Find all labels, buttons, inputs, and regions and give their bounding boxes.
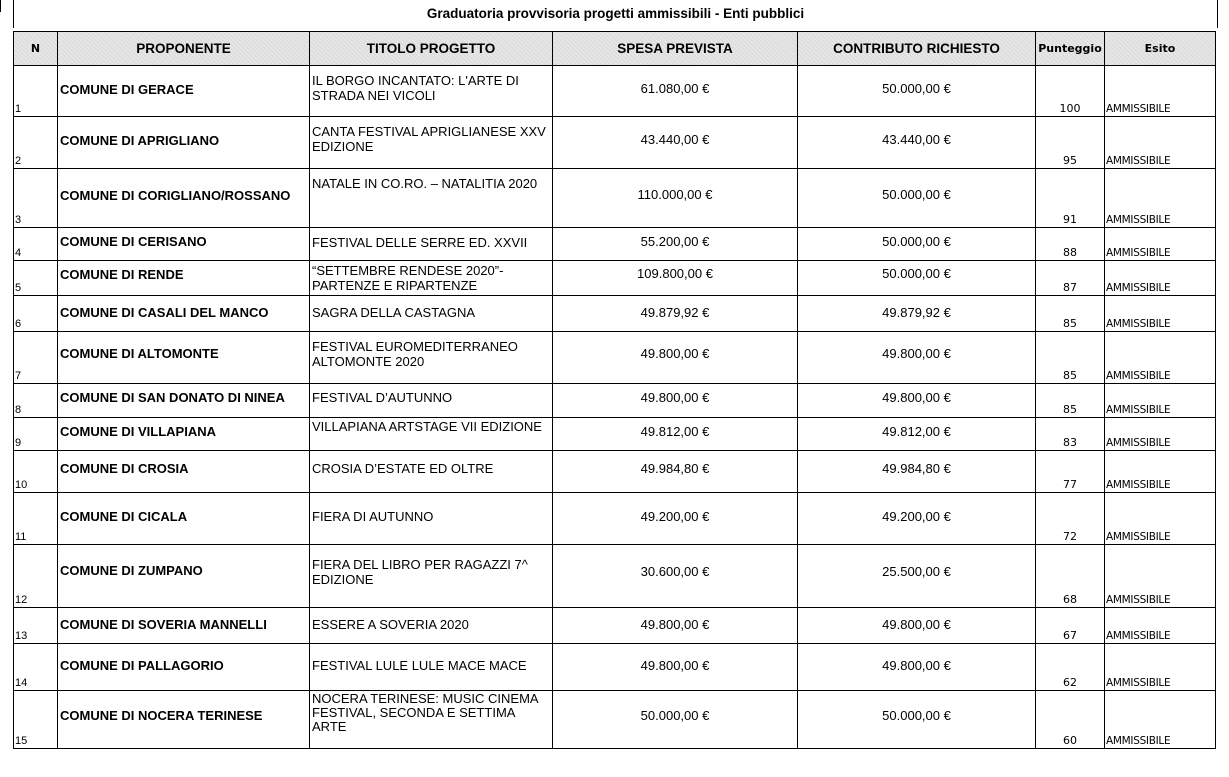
cell-titolo: FESTIVAL DELLE SERRE ED. XXVII (310, 228, 553, 261)
cell-n: 10 (14, 451, 58, 493)
table-row (14, 384, 1216, 418)
cell-contributo: 43.440,00 € (798, 117, 1036, 169)
cell-proponente: COMUNE DI ALTOMONTE (58, 332, 310, 384)
cell-titolo: “SETTEMBRE RENDESE 2020”- PARTENZE E RIPARTENZE (310, 261, 553, 296)
cell-contributo: 49.984,80 € (798, 451, 1036, 493)
cell-titolo: NOCERA TERINESE: MUSIC CINEMA FESTIVAL, SECONDA E SETTIMA ARTE (310, 691, 553, 749)
cell-proponente: COMUNE DI GERACE (58, 66, 310, 117)
cell-titolo: NATALE IN CO.RO. – NATALITIA 2020 (310, 169, 553, 228)
table-row (14, 228, 1216, 261)
header-titolo: TITOLO PROGETTO (310, 32, 553, 66)
cell-contributo: 50.000,00 € (798, 66, 1036, 117)
cell-esito: AMMISSIBILE (1105, 169, 1216, 228)
cell-punteggio: 62 (1036, 644, 1105, 691)
cell-punteggio: 68 (1036, 545, 1105, 608)
cell-punteggio: 85 (1036, 296, 1105, 332)
cell-n: 14 (14, 644, 58, 691)
cell-titolo: ESSERE A SOVERIA 2020 (310, 608, 553, 644)
cell-spesa: 43.440,00 € (553, 117, 798, 169)
cell-proponente: COMUNE DI CROSIA (58, 451, 310, 493)
cell-contributo: 25.500,00 € (798, 545, 1036, 608)
cell-contributo: 49.200,00 € (798, 493, 1036, 545)
cell-spesa: 109.800,00 € (553, 261, 798, 296)
cell-proponente: COMUNE DI SOVERIA MANNELLI (58, 608, 310, 644)
cell-punteggio: 95 (1036, 117, 1105, 169)
cell-punteggio: 60 (1036, 691, 1105, 749)
cell-contributo: 50.000,00 € (798, 169, 1036, 228)
cell-spesa: 49.800,00 € (553, 608, 798, 644)
cell-n: 11 (14, 493, 58, 545)
cell-esito: AMMISSIBILE (1105, 644, 1216, 691)
table-row (14, 66, 1216, 117)
cell-esito: AMMISSIBILE (1105, 117, 1216, 169)
cell-spesa: 49.200,00 € (553, 493, 798, 545)
table-row (14, 493, 1216, 545)
table-row (14, 261, 1216, 296)
cell-n: 1 (14, 66, 58, 117)
page-corner-line (0, 0, 1, 12)
cell-proponente: COMUNE DI SAN DONATO DI NINEA (58, 384, 310, 418)
cell-n: 13 (14, 608, 58, 644)
cell-punteggio: 91 (1036, 169, 1105, 228)
cell-proponente: COMUNE DI CASALI DEL MANCO (58, 296, 310, 332)
cell-titolo: FESTIVAL LULE LULE MACE MACE (310, 644, 553, 691)
cell-proponente: COMUNE DI CERISANO (58, 228, 310, 261)
cell-n: 6 (14, 296, 58, 332)
cell-esito: AMMISSIBILE (1105, 384, 1216, 418)
cell-n: 9 (14, 418, 58, 451)
cell-n: 8 (14, 384, 58, 418)
header-esito: Esito (1105, 32, 1216, 66)
cell-n: 5 (14, 261, 58, 296)
cell-esito: AMMISSIBILE (1105, 66, 1216, 117)
cell-esito: AMMISSIBILE (1105, 451, 1216, 493)
cell-esito: AMMISSIBILE (1105, 296, 1216, 332)
header-row (14, 32, 1216, 66)
cell-esito: AMMISSIBILE (1105, 228, 1216, 261)
ranking-table (13, 31, 1216, 749)
cell-titolo: FESTIVAL EUROMEDITERRANEO ALTOMONTE 2020 (310, 332, 553, 384)
cell-punteggio: 77 (1036, 451, 1105, 493)
cell-punteggio: 72 (1036, 493, 1105, 545)
table-row (14, 608, 1216, 644)
cell-titolo: FIERA DI AUTUNNO (310, 493, 553, 545)
document-title: Graduatoria provvisoria progetti ammissibili - Enti pubblici (13, 0, 1218, 28)
cell-esito: AMMISSIBILE (1105, 261, 1216, 296)
cell-punteggio: 83 (1036, 418, 1105, 451)
table-row (14, 296, 1216, 332)
header-proponente: PROPONENTE (58, 32, 310, 66)
cell-proponente: COMUNE DI VILLAPIANA (58, 418, 310, 451)
cell-spesa: 61.080,00 € (553, 66, 798, 117)
cell-proponente: COMUNE DI APRIGLIANO (58, 117, 310, 169)
cell-esito: AMMISSIBILE (1105, 545, 1216, 608)
cell-proponente: COMUNE DI CORIGLIANO/ROSSANO (58, 169, 310, 228)
cell-proponente: COMUNE DI ZUMPANO (58, 545, 310, 608)
cell-punteggio: 67 (1036, 608, 1105, 644)
table-row (14, 169, 1216, 228)
ranking-table-container (13, 31, 1216, 749)
cell-contributo: 50.000,00 € (798, 691, 1036, 749)
cell-contributo: 49.879,92 € (798, 296, 1036, 332)
cell-contributo: 50.000,00 € (798, 261, 1036, 296)
cell-esito: AMMISSIBILE (1105, 332, 1216, 384)
cell-spesa: 30.600,00 € (553, 545, 798, 608)
table-row (14, 644, 1216, 691)
cell-spesa: 55.200,00 € (553, 228, 798, 261)
cell-titolo: CROSIA D’ESTATE ED OLTRE (310, 451, 553, 493)
cell-titolo: FIERA DEL LIBRO PER RAGAZZI 7^ EDIZIONE (310, 545, 553, 608)
table-row (14, 418, 1216, 451)
cell-contributo: 50.000,00 € (798, 228, 1036, 261)
cell-proponente: COMUNE DI CICALA (58, 493, 310, 545)
table-row (14, 332, 1216, 384)
table-row (14, 451, 1216, 493)
cell-spesa: 49.984,80 € (553, 451, 798, 493)
table-row (14, 691, 1216, 749)
cell-titolo: IL BORGO INCANTATO: L'ARTE DI STRADA NEI VICOLI (310, 66, 553, 117)
cell-spesa: 49.812,00 € (553, 418, 798, 451)
header-contributo: CONTRIBUTO RICHIESTO (798, 32, 1036, 66)
header-n: N (14, 32, 58, 66)
cell-titolo: FESTIVAL D’AUTUNNO (310, 384, 553, 418)
cell-spesa: 49.879,92 € (553, 296, 798, 332)
cell-punteggio: 100 (1036, 66, 1105, 117)
cell-contributo: 49.800,00 € (798, 332, 1036, 384)
cell-proponente: COMUNE DI RENDE (58, 261, 310, 296)
cell-n: 15 (14, 691, 58, 749)
cell-n: 4 (14, 228, 58, 261)
cell-n: 12 (14, 545, 58, 608)
cell-spesa: 49.800,00 € (553, 384, 798, 418)
cell-titolo: CANTA FESTIVAL APRIGLIANESE XXV EDIZIONE (310, 117, 553, 169)
cell-spesa: 110.000,00 € (553, 169, 798, 228)
cell-n: 7 (14, 332, 58, 384)
cell-contributo: 49.800,00 € (798, 644, 1036, 691)
cell-titolo: SAGRA DELLA CASTAGNA (310, 296, 553, 332)
cell-esito: AMMISSIBILE (1105, 691, 1216, 749)
cell-n: 3 (14, 169, 58, 228)
cell-proponente: COMUNE DI NOCERA TERINESE (58, 691, 310, 749)
cell-punteggio: 88 (1036, 228, 1105, 261)
cell-spesa: 49.800,00 € (553, 644, 798, 691)
cell-spesa: 50.000,00 € (553, 691, 798, 749)
cell-punteggio: 85 (1036, 332, 1105, 384)
cell-contributo: 49.800,00 € (798, 608, 1036, 644)
cell-punteggio: 87 (1036, 261, 1105, 296)
cell-esito: AMMISSIBILE (1105, 493, 1216, 545)
table-row (14, 117, 1216, 169)
cell-n: 2 (14, 117, 58, 169)
cell-esito: AMMISSIBILE (1105, 418, 1216, 451)
cell-spesa: 49.800,00 € (553, 332, 798, 384)
cell-punteggio: 85 (1036, 384, 1105, 418)
cell-contributo: 49.800,00 € (798, 384, 1036, 418)
table-row (14, 545, 1216, 608)
header-punteggio: Punteggio (1036, 32, 1105, 66)
cell-titolo: VILLAPIANA ARTSTAGE VII EDIZIONE (310, 418, 553, 451)
cell-proponente: COMUNE DI PALLAGORIO (58, 644, 310, 691)
header-spesa: SPESA PREVISTA (553, 32, 798, 66)
cell-esito: AMMISSIBILE (1105, 608, 1216, 644)
cell-contributo: 49.812,00 € (798, 418, 1036, 451)
